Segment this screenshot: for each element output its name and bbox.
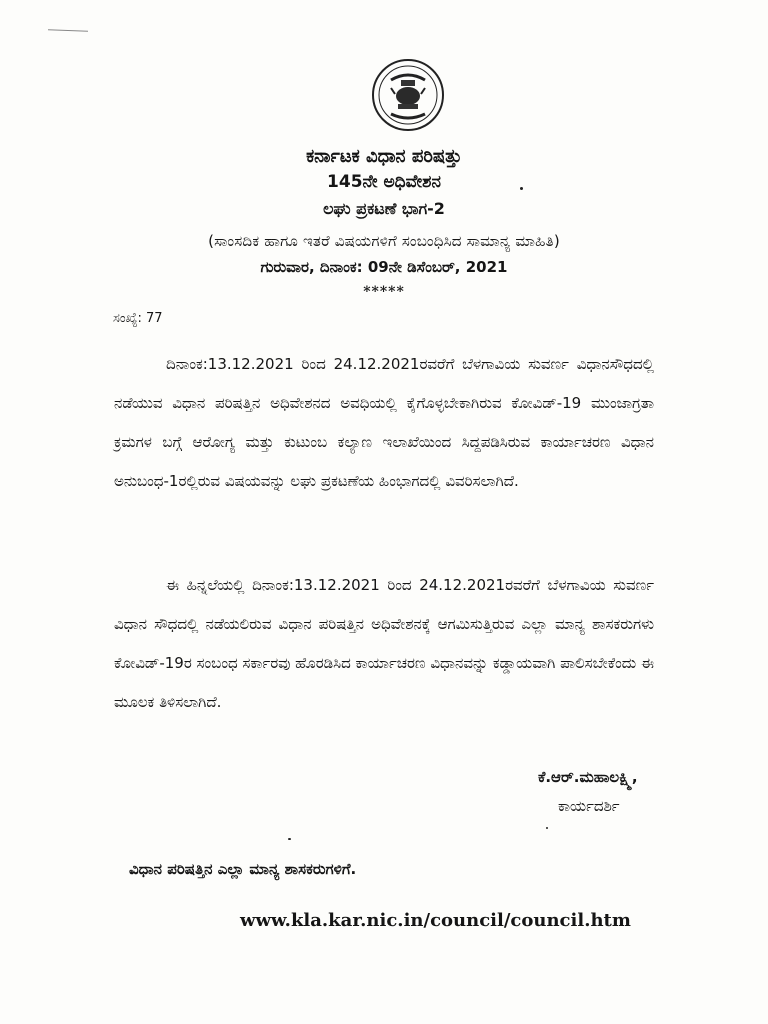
paragraph-1: [114, 345, 654, 501]
paragraph-2: [114, 566, 654, 722]
footer-url: www.kla.kar.nic.in/council/council.htm: [240, 910, 631, 931]
bulletin-number: ಸಂಖ್ಯೆ: 77: [113, 311, 163, 326]
signatory-name: ಕೆ.ಆರ್.ಮಹಾಲಕ್ಷ್ಮಿ,: [538, 768, 638, 786]
session-title: 145ನೇ ಅಧಿವೇಶನ: [327, 172, 441, 192]
separator: *****: [363, 284, 405, 300]
council-title: ಕರ್ನಾಟಕ ವಿಧಾನ ಪರಿಷತ್ತು: [306, 146, 462, 167]
bulletin-subtitle: (ಸಾಂಸದಿಕ ಹಾಗೂ ಇತರೆ ವಿಷಯಗಳಿಗೆ ಸಂಬಂಧಿಸಿದ ಸಾಮಾನ್ಯ ಮಾಹಿತಿ): [208, 232, 560, 250]
karnataka-emblem-icon: [371, 58, 445, 132]
scan-mark: [48, 29, 88, 31]
addressee: ವಿಧಾನ ಪರಿಷತ್ತಿನ ಎಲ್ಲಾ ಮಾನ್ಯ ಶಾಸಕರುಗಳಿಗೆ.: [129, 860, 357, 878]
bulletin-date: ಗುರುವಾರ, ದಿನಾಂಕ: 09ನೇ ಡಿಸೆಂಬರ್, 2021: [260, 258, 508, 276]
signatory-title: ಕಾರ್ಯದರ್ಶಿ: [558, 797, 620, 815]
stray-dot: [546, 827, 548, 829]
paragraph-1-text: ದಿನಾಂಕ:13.12.2021 ರಿಂದ 24.12.2021ರವರೆಗೆ ಬೆಳಗಾವಿಯ ಸುವರ್ಣ ವಿಧಾನಸೌಧದಲ್ಲಿ ನಡೆಯುವ ವಿಧಾನ ಪರಿಷತ್ತಿನ ಅಧಿವೇಶನದ ಅವಧಿಯಲ್ಲಿ ಕೈಗೊಳ್ಳಬೇಕಾಗಿರುವ ಕೋವಿಡ್-19 ಮುಂಜಾಗ್ರತಾ ಕ್ರಮಗಳ ಬಗ್ಗೆ ಆರೋಗ್ಯ ಮತ್ತು ಕುಟುಂಬ ಕಲ್ಯಾಣ ಇಲಾಖೆಯಿಂದ ಸಿದ್ದಪಡಿಸಿರುವ ಕಾರ್ಯಾಚರಣ ವಿಧಾನ ಅನುಬಂಧ-1ರಲ್ಲಿರುವ ವಿಷಯವನ್ನು ಲಘು ಪ್ರಕಟಣೆಯ ಹಿಂಭಾಗದಲ್ಲಿ ವಿವರಿಸಲಾಗಿದೆ.: [114, 355, 654, 490]
paragraph-2-text: ಈ ಹಿನ್ನಲೆಯಲ್ಲಿ ದಿನಾಂಕ:13.12.2021 ರಿಂದ 24.12.2021ರವರೆಗೆ ಬೆಳಗಾವಿಯ ಸುವರ್ಣ ವಿಧಾನ ಸೌಧದಲ್ಲಿ ನಡೆಯಲಿರುವ ವಿಧಾನ ಪರಿಷತ್ತಿನ ಅಧಿವೇಶನಕ್ಕೆ ಆಗಮಿಸುತ್ತಿರುವ ಎಲ್ಲಾ ಮಾನ್ಯ ಶಾಸಕರುಗಳು ಕೋವಿಡ್-19ರ ಸಂಬಂಧ ಸರ್ಕಾರವು ಹೊರಡಿಸಿದ ಕಾರ್ಯಾಚರಣ ವಿಧಾನವನ್ನು ಕಡ್ಡಾಯವಾಗಿ ಪಾಲಿಸಬೇಕೆಂದು ಈ ಮೂಲಕ ತಿಳಿಸಲಾಗಿದೆ.: [114, 576, 654, 711]
stray-dot: [288, 838, 291, 840]
bulletin-title: ಲಘು ಪ್ರಕಟಣೆ ಭಾಗ-2: [323, 199, 445, 218]
stray-dot: [520, 187, 523, 190]
